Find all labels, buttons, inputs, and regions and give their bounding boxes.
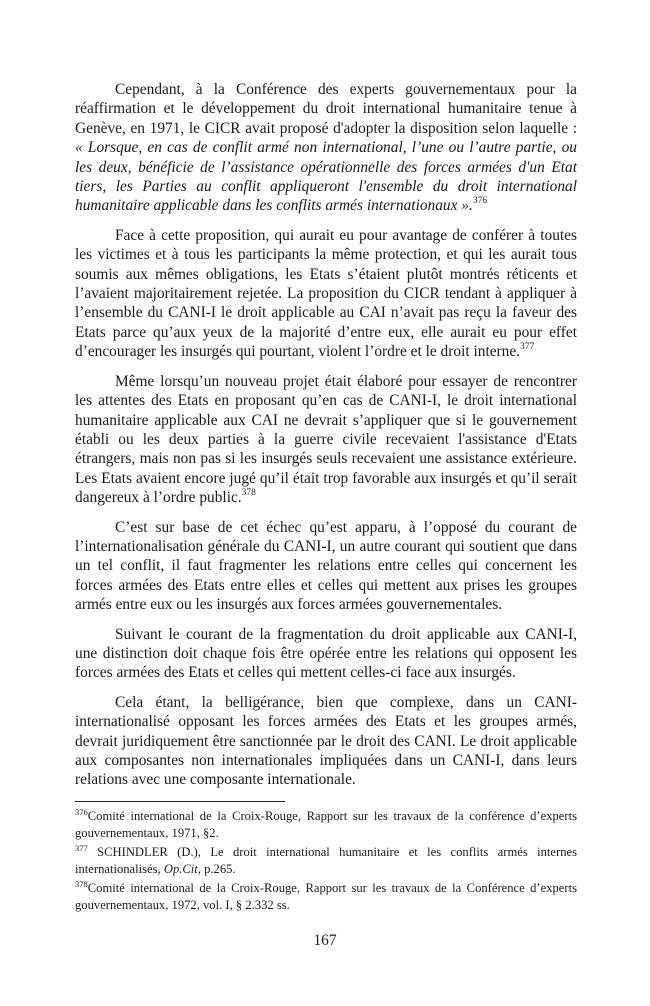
paragraph-6: Cela étant, la belligérance, bien que complexe, dans un CANI-internationalisé opposant les forces armées des Etats et les groupes armés, devrait juridiquement être sanctionnée par le droit des CANI. Le droit applicable aux composantes non internationales impliquées dans un CANI-I, dans leurs relations avec une composante internationale.: [75, 693, 577, 789]
paragraph-1-text: Cependant, à la Conférence des experts gouvernementaux pour la réaffirmation et le développement du droit international humanitaire tenue à Genève, en 1971, le CICR avait proposé d'adopter la disposition selon laquelle :: [75, 81, 577, 137]
footnote-number: 377: [75, 842, 88, 853]
footnote-378: [75, 880, 577, 915]
paragraph-4: C’est sur base de cet échec qu’est apparu, à l’opposé du courant de l’internationalisation générale du CANI-I, un autre courant qui soutient que dans un tel conflit, il faut fragmenter les relations entre celles qui concernent les forces armées des Etats entre elles et celles qui mettent aux prises les groupes armés entre eux ou les insurgés aux forces armées gouvernementales.: [75, 518, 577, 614]
paragraph-2-text: Face à cette proposition, qui aurait eu pour avantage de conférer à toutes les victimes et à tous les participants la même protection, et qui les aurait tous soumis aux mêmes obligations, les Etats s’étaient plutôt montrés réticents et l’avaient majoritairement rejetée. La proposition du CICR tendant à appliquer à l’ensemble du CANI-I le droit applicable au CAI n’avait pas reçu la faveur des Etats parce qu’aux yeux de la majorité d’entre eux, elle aurait eu pour effet d’encourager les insurgés qui pourtant, violent l’ordre et le droit interne.: [75, 226, 577, 361]
page-number: 167: [313, 932, 337, 949]
footnote-377: [75, 844, 577, 879]
paragraph-3-text: Même lorsqu’un nouveau projet était élaboré pour essayer de rencontrer les attentes des Etats en proposant qu’en cas de CANI-I, le droit international humanitaire applicable aux CAI ne devrait s’appliquer que si le gouvernement établi ou les deux parties à la guerre civile recevaient l'assistance d'Etats étrangers, mais non pas si les insurgés seuls recevaient une assistance extérieure. Les Etats avaient encore jugé qu’il était trop favorable aux insurgés et qu’il serait dangereux à l’ordre public.: [75, 372, 577, 507]
footnote-number: 376: [75, 806, 88, 817]
footnote-text-end: p.265.: [200, 862, 236, 877]
paragraph-1: [75, 80, 577, 216]
footnote-number: 378: [75, 878, 88, 889]
body-text: [75, 80, 577, 800]
footnote-text: SCHINDLER (D.), Le droit international humanitaire et les conflits armés internes internationalisés,: [75, 844, 577, 877]
footnotes: [75, 808, 577, 915]
footnote-text: Comité international de la Croix-Rouge, Rapport sur les travaux de la Conférence d’experts gouvernementaux, 1972, vol. I, § 2.332 ss.: [75, 880, 577, 913]
footnote-ref-376[interactable]: 376: [472, 196, 488, 207]
footnote-ref-377[interactable]: 377: [520, 342, 535, 353]
paragraph-3: [75, 372, 577, 508]
footnote-citation: Op.Cit,: [163, 862, 201, 877]
paragraph-5: Suivant le courant de la fragmentation du droit applicable aux CANI-I, une distinction doit chaque fois être opérée entre les relations qui opposent les forces armées des Etats et celles qui mettent celles-ci face aux insurgés.: [75, 625, 577, 682]
footnote-text: Comité international de la Croix-Rouge, Rapport sur les travaux de la conférence d’experts gouvernementaux, 1971, §2.: [75, 809, 577, 841]
footnote-separator: [75, 801, 285, 802]
footnote-ref-378[interactable]: 378: [241, 488, 256, 498]
footnote-376: [75, 808, 577, 843]
quoted-provision: « Lorsque, en cas de conflit armé non international, l’une ou l’autre partie, ou les deux, bénéficie de l’assistance opérationnelle des forces armées d'un Etat tiers, les Parties au conflit appliqueront l'ensemble du droit international humanitaire applicable dans les conflits armés internationaux ».: [75, 139, 577, 215]
paragraph-2: [75, 226, 577, 362]
